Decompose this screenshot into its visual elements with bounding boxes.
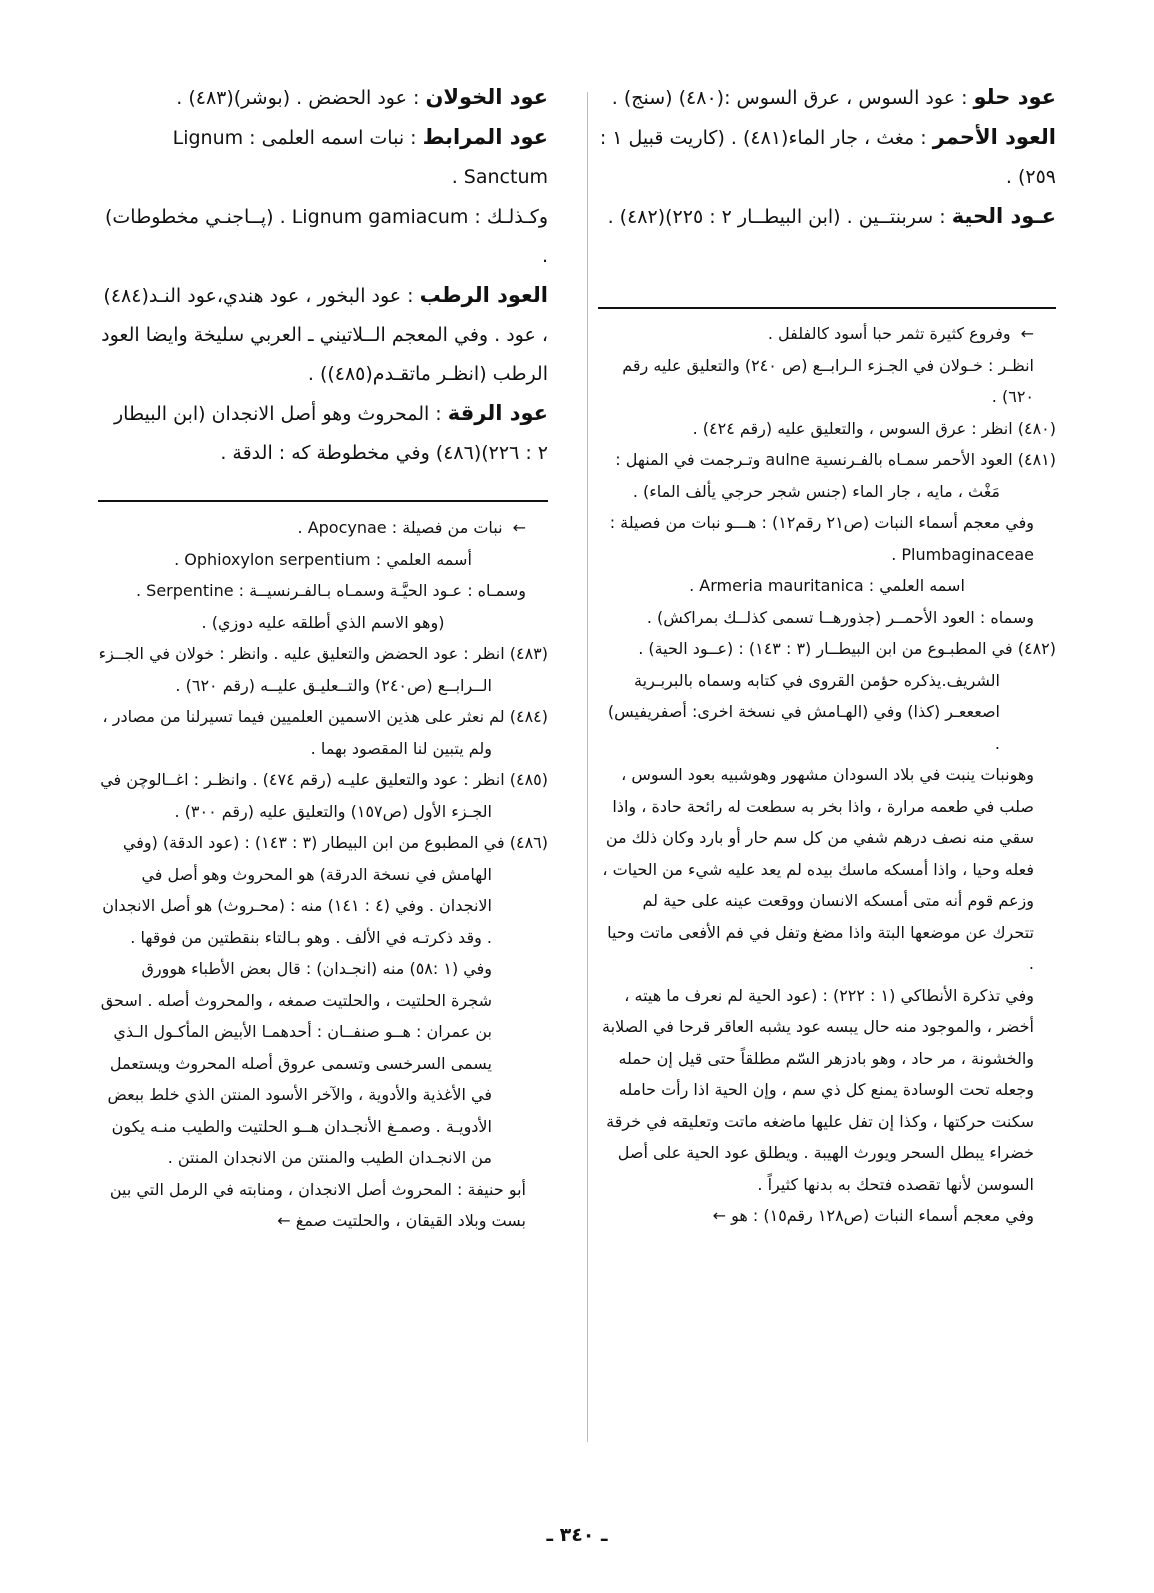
footnote: (٤٨٥) انظر : عود والتعليق عليـه (رقم ٤٧٤) . وانظـر : اغــالوچن في الجـزء الأول (ص١٥٧) والتعليق عليه (رقم ٣٠٠) .: [100, 770, 548, 821]
page-number: ـ ٣٤٠ ـ: [546, 1524, 608, 1546]
footnote: (وهو الاسم الذي أطلقه عليه دوزي) .: [201, 612, 445, 632]
entry-text: : سربنتــين . (ابن البيطــار ٢ : ٢٢٥)(٤٨٢) .: [607, 206, 952, 228]
entry: [98, 394, 548, 473]
entry-term: عود المرابط: [422, 125, 548, 149]
entry-text: : عود البخور ، عود هندي،عود النـد(٤٨٤) ، عود . وفي المعجم الــلاتيني ـ العربي سليخة وايضا العود الرطب (انظـر ماتقـدم(٤٨٥)) .: [101, 285, 548, 385]
footnote: وفي تذكرة الأنطاكي (١ : ٢٢٢) : (عود الحية لم نعرف ما هيته ، أخضر ، والموجود منه حال يبسه عود يشبه العاقر قرحا في الصلابة والخشونة ، مر حاد ، وهو بادزهر السّم مطلقاً حتى قيل إن حمله وجعله تحت الوسادة يمنع كل ذي سم ، وإن الحية اذا رأت حامله سكنت حركتها ، وكذا إن تفل عليها ماضغه ماتت وتعليقه في خرقة خضراء يبطل السحر ويورث الهيبة . ويطلق عود الحية على أصل السوسن لأنها تقصده فتحك به بدنها كثيراً .: [602, 985, 1034, 1194]
footnote: [98, 512, 548, 544]
footnote-separator-right: [598, 307, 1056, 309]
footnote-text: وفروع كثيرة تثمر حبا أسود كالفلفل .: [767, 324, 1011, 343]
footnote: أبو حنيفة : المحروث أصل الانجدان ، ومنابته في الرمل التي بين بست وبلاد القيقان ، والحلتيت صمغ ←: [109, 1179, 526, 1230]
footnote: (٤٨٣) انظر : عود الحضض والتعليق عليه . وانظر : خولان في الجــزء الــرابــع (ص٢٤٠) والتــعليـق عليــه (رقم ٦٢٠) .: [98, 644, 548, 695]
entry-term: العود الأحمر: [932, 125, 1056, 149]
footnote: (٤٨٤) لم نعثر على هذين الاسمين العلميين فيما تسيرلنا من مصادر ، ولم يتبين لنا المقصود بهما .: [102, 707, 548, 758]
entry: [98, 197, 548, 276]
right-column-footnotes: [598, 318, 1056, 1232]
entry: [598, 118, 1056, 197]
footnote: وسمـاه : عـود الحيَّـة وسمـاه بـالفـرنسيــة : Serpentine .: [135, 581, 526, 600]
footnote-text: نبات من فصيلة : Apocynae .: [297, 518, 503, 537]
entry: [598, 78, 1056, 118]
entry-text: : المحروث وهو أصل الانجدان (ابن البيطار ٢ : ٢٢٦)(٤٨٦) وفي مخطوطة كه : الدقة .: [114, 403, 548, 464]
footnote: [598, 318, 1056, 350]
footnote: وفي معجم أسماء النبات (ص٢١ رقم١٢) : هـــو نبات من فصيلة : Plumbaginaceae .: [609, 513, 1034, 564]
entry-term: العود الرطب: [419, 283, 548, 307]
entry-term: عـود الحية: [951, 204, 1056, 228]
footnote: وفي معجم أسماء النبات (ص١٢٨ رقم١٥) : هو ←: [712, 1206, 1034, 1225]
entry-term: عود الخولان: [425, 85, 548, 109]
footnote: اسمه العلمي : Armeria mauritanica .: [689, 576, 965, 595]
footnote: (٤٨٢) في المطبـوع من ابن البيطــار (٣ : ١٤٣) : (عــود الحية) . الشريف.يذكره حؤمن القروى في كتابه وسماه بالبربـرية اصعععـر (كذا) وفي (الهـامش في نسخة اخرى: أصفريفيس) .: [607, 639, 1056, 753]
continuation-arrow-icon: ←: [512, 518, 526, 537]
entry-text: : نبات اسمه العلمى : Lignum Sanctum .: [172, 127, 548, 188]
footnote: انظـر : خـولان في الجـزء الـرابــع (ص ٢٤٠) والتعليق عليه رقم ٦٢٠) .: [622, 355, 1034, 406]
footnote-separator-left: [98, 500, 548, 502]
continuation-arrow-icon: ←: [1020, 324, 1034, 343]
footnote: (٤٨٦) في المطبوع من ابن البيطار (٣ : ١٤٣) : (عود الدقة) (وفي الهامش في نسخة الدرقة) هو المحروث وهو أصل في الانجدان . وفي (٤ : ١٤١) منه : (محـروث) هو أصل الانجدان . وقد ذكرتـه في الألف . وهو بـالتاء بنقطتين من فوقها . وفي (١ :٥٨) منه (انجـدان) : قال بعض الأطباء هوورق شجرة الحلتيت ، والحلتيت صمغه ، والمحروث أصله . اسحق بن عمران : هــو صنفــان : أحدهمـا الأبيض المأكـول الـذي يسمى السرخسى وتسمى عروق أصله المحروث ويستعمل في الأغذية والأدوية ، والآخر الأسود المنتن الذي خلط ببعض الأدويـة . وصمـغ الأنجـدان هــو الحلتيت والطيب منـه يكون من الانجـدان الطيب والمنتن من الانجدان المنتن .: [100, 833, 548, 1167]
entry-text: : عود الحضض . (بوشر)(٤٨٣) .: [176, 87, 426, 109]
footnote: وهونبات ينبت في بلاد السودان مشهور وهوشبيه بعود السوس ، صلب في طعمه مرارة ، واذا بخر به سطعت له رائحة حادة ، واذا سقي منه نصف درهم شفي من كل سم حار أو بارد وكان ذلك من فعله وحيا ، واذا أمسكه ماسك بيده لم يعد عليه شيء من الحيات ، وزعم قوم أنه متى أمسكه الانسان ووقعت عينه على حية لم تتحرك عن موضعها البتة واذا مضغ وتفل في فم الأفعى ماتت وحيا .: [602, 765, 1034, 973]
footnote: أسمه العلمي : Ophioxylon serpentium .: [174, 549, 472, 569]
entry: [598, 197, 1056, 237]
left-column-footnotes: [98, 512, 548, 1237]
right-column-entries: [598, 78, 1056, 237]
column-divider: [587, 92, 588, 1442]
footnote: (٤٨٠) انظر : عرق السوس ، والتعليق عليه (رقم ٤٢٤) .: [692, 418, 1056, 438]
entry-text: : مغث ، جار الماء(٤٨١) . (كاريت قبيل ١ : ٢٥٩) .: [599, 127, 1056, 188]
entry-text: وكـذلـك : Lignum gamiacum . (پــاجنـي مخطوطات) .: [104, 206, 548, 267]
left-column-entries: [98, 78, 548, 473]
footnote: (٤٨١) العود الأحمر سمـاه بالفـرنسية aulne وتـرجمت في المنهل : مَغْث ، مايه ، جار الماء (جنس شجر حرجي يألف الماء) .: [615, 450, 1056, 501]
entry: [98, 78, 548, 118]
footnote: وسماه : العود الأحمــر (جذورهــا تسمى كذلــك بمراكش) .: [646, 607, 1034, 627]
entry: [98, 276, 548, 394]
entry-term: عود الرقة: [447, 401, 548, 425]
entry-text: : عود السوس ، عرق السوس :(٤٨٠) (سنج) .: [611, 87, 974, 109]
entry: [98, 118, 548, 197]
entry-term: عود حلو: [973, 85, 1056, 109]
